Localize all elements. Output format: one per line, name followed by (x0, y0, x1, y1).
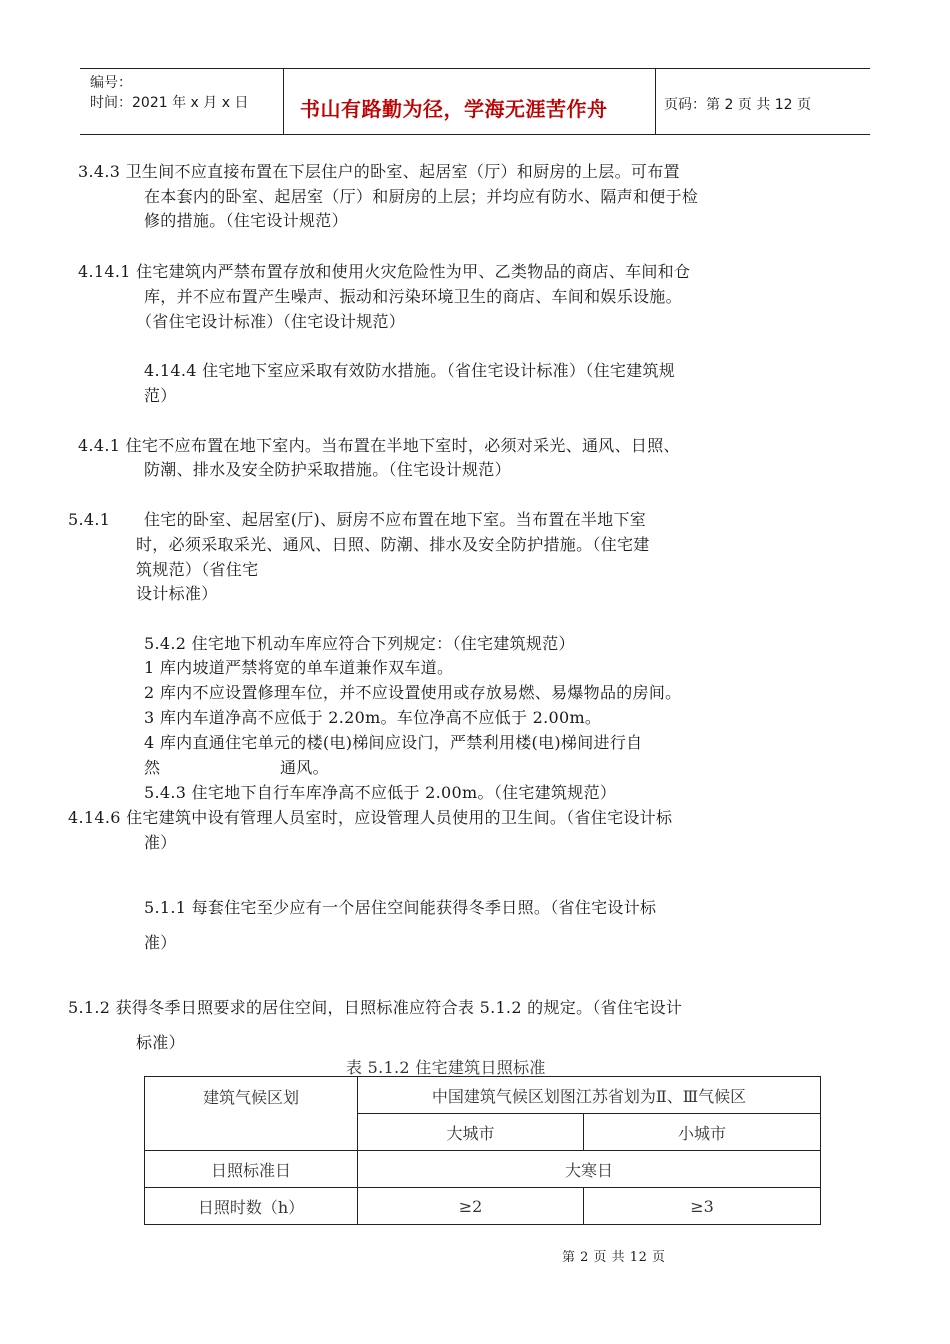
clause-3-4-3-line1: 3.4.3 卫生间不应直接布置在下层住户的卧室、起居室（厅）和厨房的上层。可布置 (78, 162, 680, 181)
clause-5-4-1-line1: 住宅的卧室、起居室(厅)、厨房不应布置在地下室。当布置在半地下室 (144, 510, 647, 529)
table-cell: 大城市 (358, 1114, 584, 1151)
clause-3-4-3-line3: 修的措施。（住宅设计规范） (144, 211, 348, 230)
clause-4-14-1-line3: （省住宅设计标准）（住宅设计规范） (136, 312, 406, 331)
clause-5-4-1-number: 5.4.1 (68, 510, 111, 529)
table-cell: 中国建筑气候区划图江苏省划为Ⅱ、Ⅲ气候区 (358, 1077, 821, 1114)
clause-5-1-2-line1: 5.1.2 获得冬季日照要求的居住空间，日照标准应符合表 5.1.2 的规定。（省住宅设计 (68, 998, 683, 1017)
clause-4-14-4-line1: 4.14.4 住宅地下室应采取有效防水措施。（省住宅设计标准）（住宅建筑规 (144, 361, 676, 380)
clause-5-1-1-line1: 5.1.1 每套住宅至少应有一个居住空间能获得冬季日照。（省住宅设计标 (144, 898, 657, 917)
sunlight-standard-table (144, 1076, 821, 1225)
clause-4-14-1-line1: 4.14.1 住宅建筑内严禁布置存放和使用火灾危险性为甲、乙类物品的商店、车间和仓 (78, 262, 691, 281)
clause-3-4-3-line2: 在本套内的卧室、起居室（厅）和厨房的上层；并均应有防水、隔声和便于检 (144, 187, 699, 206)
header-divider-left (283, 68, 284, 134)
clause-5-4-2-title: 5.4.2 住宅地下机动车库应符合下列规定：（住宅建筑规范） (144, 634, 575, 653)
header-divider-right (655, 68, 656, 134)
table-row (145, 1188, 821, 1225)
table-cell: ≥3 (584, 1188, 821, 1225)
table-caption: 表 5.1.2 住宅建筑日照标准 (346, 1058, 546, 1077)
table-cell: 建筑气候区划 (145, 1077, 358, 1151)
clause-5-4-1-line3: 筑规范）（省住宅 (136, 560, 259, 579)
clause-5-4-2-item4-cont-a: 然 (144, 758, 161, 777)
table-row (145, 1151, 821, 1188)
clause-4-14-1-line2: 库，并不应布置产生噪声、振动和污染环境卫生的商店、车间和娱乐设施。 (144, 287, 682, 306)
clause-5-4-2-item4: 4 库内直通住宅单元的楼(电)梯间应设门，严禁利用楼(电)梯间进行自 (144, 733, 643, 752)
clause-5-4-1-line2: 时，必须采取采光、通风、日照、防潮、排水及安全防护措施。（住宅建 (136, 535, 650, 554)
clause-4-4-1-line2: 防潮、排水及安全防护采取措施。（住宅设计规范） (144, 460, 511, 479)
table-cell: 日照标准日 (145, 1151, 358, 1188)
table-cell: 大寒日 (358, 1151, 821, 1188)
footer-page-number: 第 2 页 共 12 页 (562, 1250, 666, 1265)
table-cell: 日照时数（h） (145, 1188, 358, 1225)
table-row (145, 1077, 821, 1114)
clause-4-4-1-line1: 4.4.1 住宅不应布置在地下室内。当布置在半地下室时，必须对采光、通风、日照、 (78, 436, 680, 455)
clause-4-14-6-line1: 4.14.6 住宅建筑中设有管理人员室时，应设管理人员使用的卫生间。（省住宅设计标 (68, 808, 673, 827)
page-number-label: 页码：第 2 页 共 12 页 (664, 97, 811, 113)
clause-5-4-2-item2: 2 库内不应设置修理车位，并不应设置使用或存放易燃、易爆物品的房间。 (144, 683, 682, 702)
clause-5-4-1-line4: 设计标准） (136, 584, 218, 603)
clause-5-1-2-line2: 标准） (136, 1033, 185, 1052)
header-motto: 书山有路勤为径，学海无涯苦作舟 (300, 97, 608, 121)
clause-5-4-2-item4-cont-b: 通风。 (280, 758, 329, 777)
clause-5-1-1-line2: 准） (144, 933, 177, 952)
table-cell: ≥2 (358, 1188, 584, 1225)
clause-5-4-2-item1: 1 库内坡道严禁将宽的单车道兼作双车道。 (144, 658, 454, 677)
table-cell: 小城市 (584, 1114, 821, 1151)
serial-label: 编号： (90, 75, 132, 91)
clause-4-14-6-line2: 准） (144, 833, 177, 852)
clause-5-4-3: 5.4.3 住宅地下自行车库净高不应低于 2.00m。（住宅建筑规范） (144, 783, 617, 802)
clause-4-14-4-line2: 范） (144, 386, 177, 405)
clause-5-4-2-item3: 3 库内车道净高不应低于 2.20m。车位净高不应低于 2.00m。 (144, 708, 602, 727)
date-label: 时间：2021 年 x 月 x 日 (90, 95, 249, 111)
header-bottom-rule (80, 134, 870, 135)
header-top-rule (80, 68, 870, 69)
